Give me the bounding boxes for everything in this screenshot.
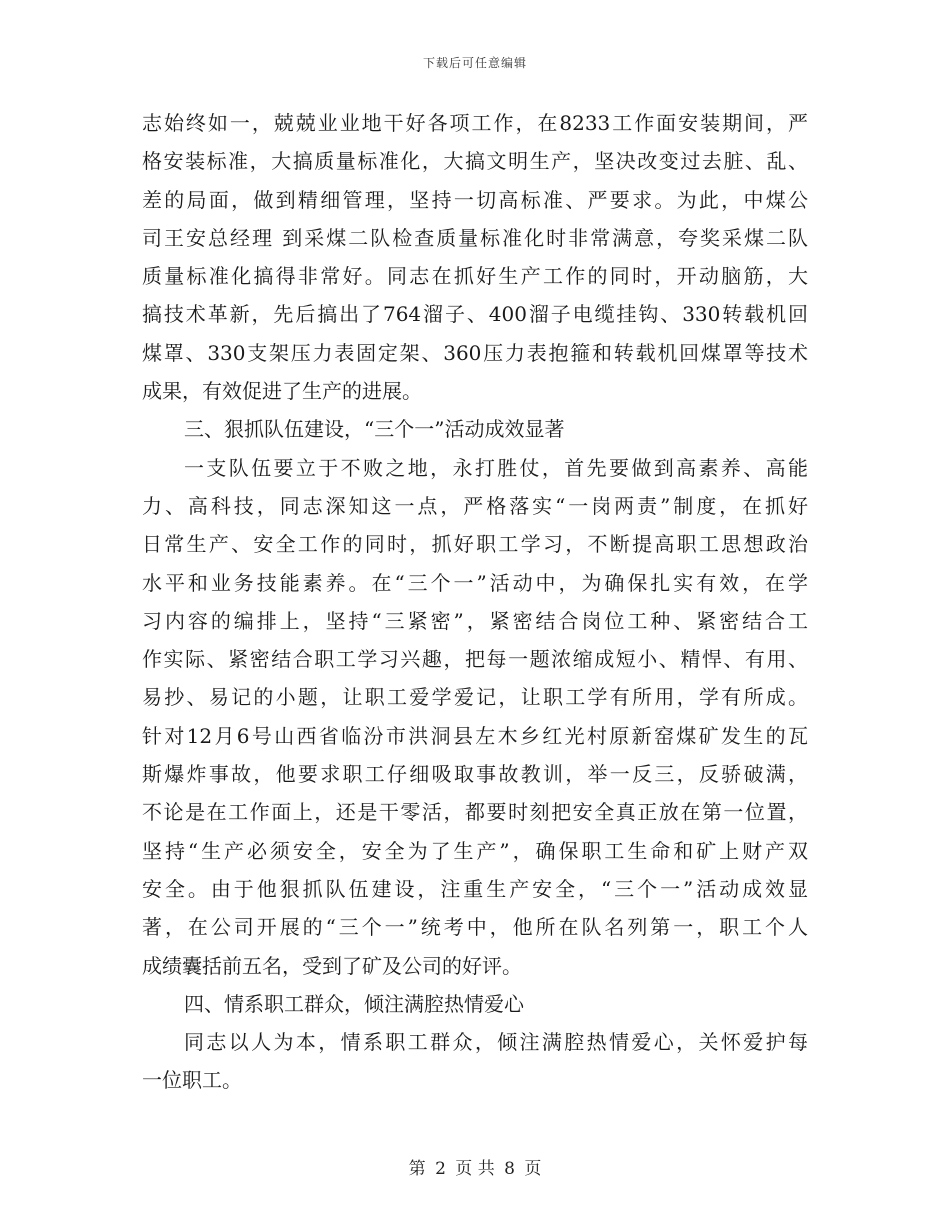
text-line: 力、高科技，同志深知这一点，严格落实“一岗两责”制度，在抓好	[142, 493, 808, 518]
text-line: 习内容的编排上，坚持“三紧密”，紧密结合岗位工种、紧密结合工	[142, 608, 808, 633]
footer-current-page: 2	[435, 1159, 446, 1179]
text-line: 一位职工。	[142, 1068, 242, 1093]
text-line: 著，在公司开展的“三个一”统考中，他所在队名列第一，职工个人	[142, 915, 808, 940]
text-line: 易抄、易记的小题，让职工爱学爱记，让职工学有所用，学有所成。	[142, 685, 808, 710]
footer-suffix: 页	[524, 1159, 542, 1179]
footer-total-pages: 8	[504, 1159, 515, 1179]
page-number-footer	[0, 1154, 950, 1179]
text-line: 搞技术革新，先后搞出了764溜子、400溜子电缆挂钩、330转载机回	[142, 302, 808, 327]
text-line: 四、情系职工群众，倾注满腔热情爱心	[184, 991, 524, 1016]
document-body	[142, 104, 808, 1100]
footer-prefix: 第	[408, 1159, 426, 1179]
page-header-note: 下载后可任意编辑	[422, 56, 527, 70]
text-line: 质量标准化搞得非常好。同志在抓好生产工作的同时，开动脑筋，大	[142, 264, 808, 289]
text-line: 三、狠抓队伍建设，“三个一”活动成效显著	[184, 417, 565, 442]
text-line: 斯爆炸事故，他要求职工仔细吸取事故教训，举一反三，反骄破满，	[142, 762, 808, 787]
text-line: 煤罩、330支架压力表固定架、360压力表抱箍和转载机回煤罩等技术	[142, 340, 808, 365]
text-line: 差的局面，做到精细管理，坚持一切高标准、严要求。为此，中煤公	[142, 187, 808, 212]
text-line: 成果，有效促进了生产的进展。	[142, 379, 422, 404]
text-line: 格安装标准，大搞质量标准化，大搞文明生产，坚决改变过去脏、乱、	[142, 149, 808, 174]
footer-middle: 页 共	[455, 1159, 495, 1179]
text-line: 作实际、紧密结合职工学习兴趣，把每一题浓缩成短小、精悍、有用、	[142, 647, 808, 672]
text-line: 成绩囊括前五名，受到了矿及公司的好评。	[142, 953, 522, 978]
text-line: 不论是在工作面上，还是干零活，都要时刻把安全真正放在第一位置，	[142, 800, 808, 825]
text-line: 坚持“生产必须安全，安全为了生产”，确保职工生命和矿上财产双	[142, 838, 808, 863]
text-line: 针对12月6号山西省临汾市洪洞县左木乡红光村原新窑煤矿发生的瓦	[142, 723, 808, 748]
text-line: 安全。由于他狠抓队伍建设，注重生产安全，“三个一”活动成效显	[142, 876, 808, 901]
text-line: 同志以人为本，情系职工群众，倾注满腔热情爱心，关怀爱护每	[184, 1030, 808, 1055]
text-line: 日常生产、安全工作的同时，抓好职工学习，不断提高职工思想政治	[142, 532, 808, 557]
text-line: 司王安总经理 到采煤二队检查质量标准化时非常满意，夸奖采煤二队	[142, 225, 808, 250]
text-line: 水平和业务技能素养。在“三个一”活动中，为确保扎实有效，在学	[142, 570, 808, 595]
text-line: 志始终如一，兢兢业业地干好各项工作，在8233工作面安装期间，严	[142, 111, 808, 135]
text-line: 一支队伍要立于不败之地，永打胜仗，首先要做到高素养、高能	[184, 455, 808, 480]
